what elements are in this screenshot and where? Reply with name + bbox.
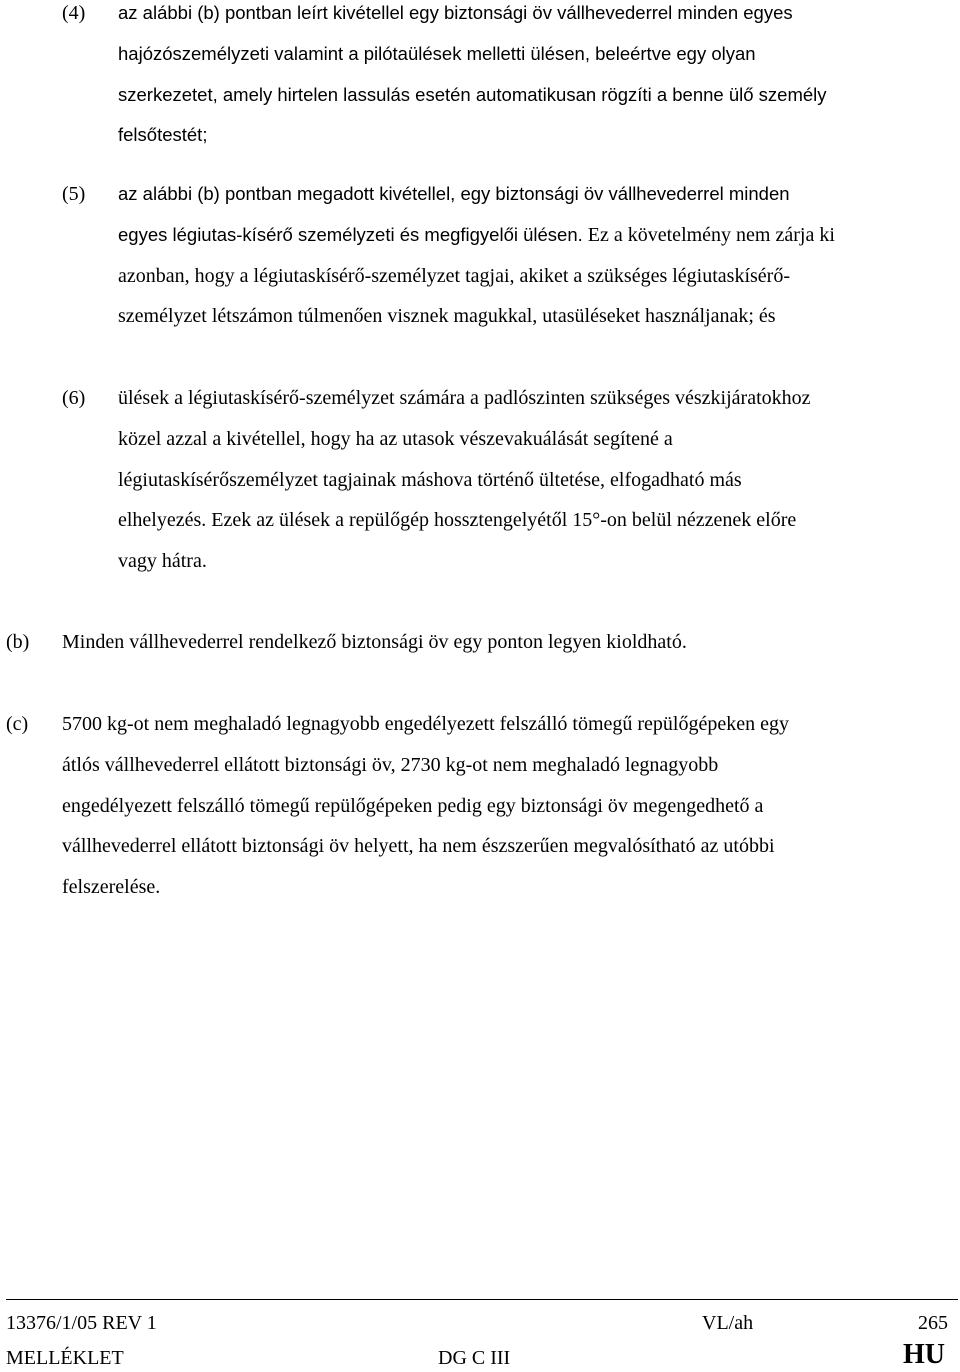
paragraph-4: [62, 0, 952, 156]
paragraph-text: [118, 174, 952, 337]
paragraph-number: (6): [62, 387, 86, 409]
paragraph-text: [118, 378, 952, 582]
paragraph-text: [62, 622, 952, 663]
language-code: HU: [903, 1339, 945, 1370]
text-line: közel azzal a kivétellel, hogy ha az utasok vészevakuálását segítené a: [118, 427, 673, 450]
text-line: az alábbi (b) pontban leírt kivétellel egy biztonsági öv vállhevederrel minden egyes: [118, 2, 793, 23]
annex-label: MELLÉKLET: [6, 1347, 124, 1369]
text-line: szerkezetet, amely hirtelen lassulás esetén automatikusan rögzíti a benne ülő személy: [118, 83, 827, 105]
paragraph-number: (c): [6, 713, 29, 735]
page-number: 265: [918, 1312, 948, 1334]
text-line: felsőtestét;: [118, 124, 208, 146]
directorate-label: DG C III: [438, 1347, 511, 1369]
text-line: engedélyezett felszálló tömegű repülőgépeken pedig egy biztonsági öv megengedhető a: [62, 794, 764, 817]
text-line: vállhevederrel ellátott biztonsági öv helyett, ha nem észszerűen megvalósítható az utóbbi: [62, 835, 775, 858]
text-line: légiutaskísérőszemélyzet tagjainak máshova történő ültetése, elfogadható más: [118, 468, 742, 491]
paragraph-b: [0, 622, 952, 663]
text-line: felszerelése.: [62, 876, 161, 899]
text-line: azonban, hogy a légiutaskísérő-személyzet tagjai, akiket a szükséges légiutaskísérő-: [118, 264, 790, 287]
document-reference: 13376/1/05 REV 1: [6, 1312, 157, 1334]
paragraph-number: (5): [62, 183, 86, 205]
text-line: [118, 215, 952, 256]
paragraph-6: [62, 378, 952, 582]
text-line: hajózószemélyzeti valamint a pilótaülések melletti ülésen, beleértve egy olyan: [118, 42, 756, 64]
paragraph-text: [118, 0, 952, 156]
paragraph-number: (b): [6, 631, 30, 653]
text-line-start: egyes légiutas-kísérő személyzeti és megfigyelői ülésen.: [118, 223, 583, 245]
paragraph-5: [62, 174, 952, 337]
text-line: az alábbi (b) pontban megadott kivétellel, egy biztonsági öv vállhevederrel minden: [118, 183, 790, 204]
footer-divider: [6, 1299, 958, 1300]
author-unit: VL/ah: [702, 1312, 754, 1334]
paragraph-text: [62, 704, 952, 908]
text-line: elhelyezés. Ezek az ülések a repülőgép hossztengelyétől 15°-on belül nézzenek előre: [118, 509, 797, 532]
paragraph-c: [0, 704, 952, 908]
text-line: 5700 kg-ot nem meghaladó legnagyobb engedélyezett felszálló tömegű repülőgépeken egy: [62, 713, 789, 735]
text-line: Minden vállhevederrel rendelkező biztonsági öv egy ponton legyen kioldható.: [62, 631, 687, 653]
text-line: személyzet létszámon túlmenően visznek magukkal, utasüléseket használjanak; és: [118, 305, 776, 328]
text-line: vagy hátra.: [118, 550, 207, 573]
paragraph-number: (4): [62, 2, 86, 24]
text-line-tail: Ez a követelmény nem zárja ki: [582, 223, 835, 246]
text-line: ülések a légiutaskísérő-személyzet számára a padlószinten szükséges vészkijáratokhoz: [118, 387, 811, 409]
text-line: átlós vállhevederrel ellátott biztonsági öv, 2730 kg-ot nem meghaladó legnagyobb: [62, 753, 719, 776]
